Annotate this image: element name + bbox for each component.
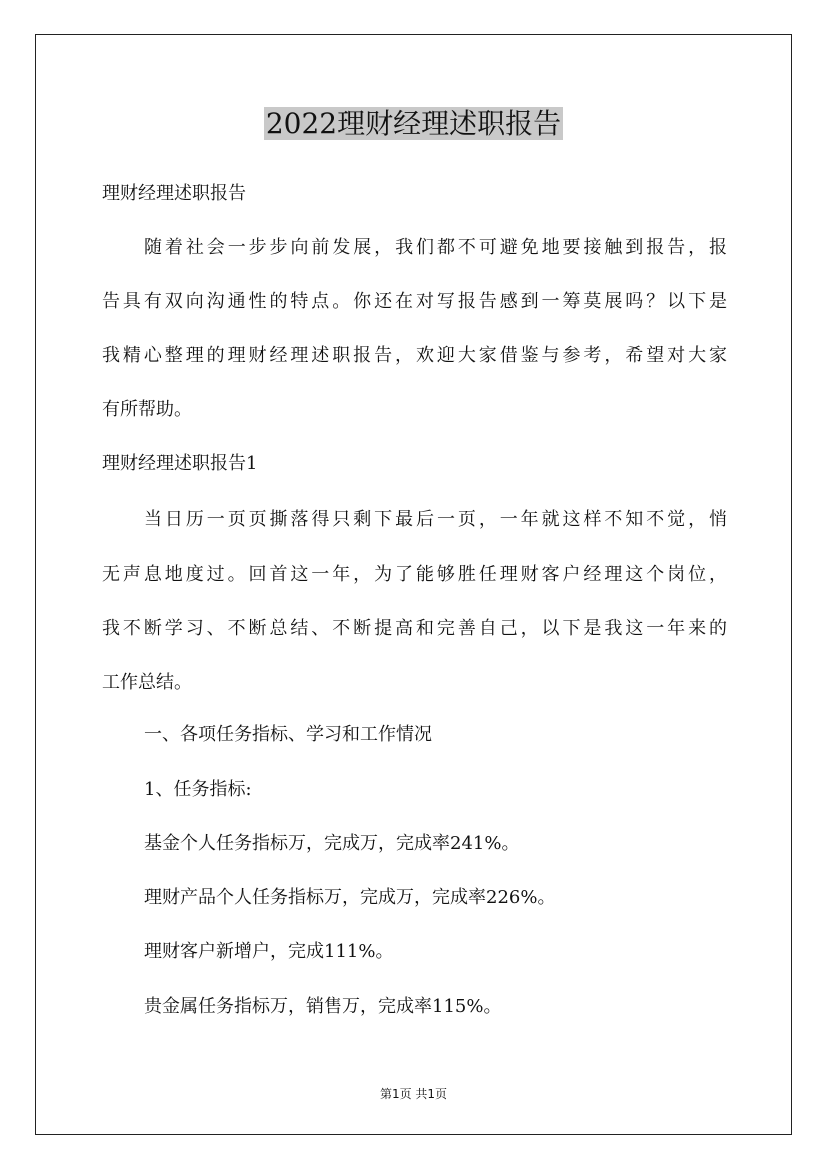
document-title xyxy=(0,104,827,144)
section-1-line-4: 工作总结。 xyxy=(102,672,192,693)
heading-task-indicators: 1、任务指标: xyxy=(144,779,252,800)
section-1-line-3: 我不断学习、不断总结、不断提高和完善自己，以下是我这一年来的 xyxy=(102,618,727,639)
heading-tasks-and-work: 一、各项任务指标、学习和工作情况 xyxy=(144,724,432,745)
intro-line-3: 我精心整理的理财经理述职报告，欢迎大家借鉴与参考，希望对大家 xyxy=(102,345,727,366)
page-footer: 第1页 共1页 xyxy=(379,1087,448,1101)
section-1-line-2: 无声息地度过。回首这一年，为了能够胜任理财客户经理这个岗位， xyxy=(102,564,727,585)
intro-line-4: 有所帮助。 xyxy=(102,399,192,420)
list-item-precious-metals: 贵金属任务指标万，销售万，完成率115%。 xyxy=(144,996,502,1017)
document-title-text: 2022理财经理述职报告 xyxy=(265,107,562,140)
section-1-heading: 理财经理述职报告1 xyxy=(102,453,258,474)
list-item-new-clients: 理财客户新增户，完成111%。 xyxy=(144,941,394,962)
list-item-wealth-products: 理财产品个人任务指标万，完成万，完成率226%。 xyxy=(144,887,556,908)
intro-line-2: 告具有双向沟通性的特点。你还在对写报告感到一筹莫展吗？以下是 xyxy=(102,291,727,312)
section-1-line-1: 当日历一页页撕落得只剩下最后一页，一年就这样不知不觉，悄 xyxy=(144,509,727,530)
list-item-fund: 基金个人任务指标万，完成万，完成率241%。 xyxy=(144,833,520,854)
intro-line-1: 随着社会一步步向前发展，我们都不可避免地要接触到报告，报 xyxy=(144,237,727,258)
document-subtitle: 理财经理述职报告 xyxy=(102,183,246,204)
